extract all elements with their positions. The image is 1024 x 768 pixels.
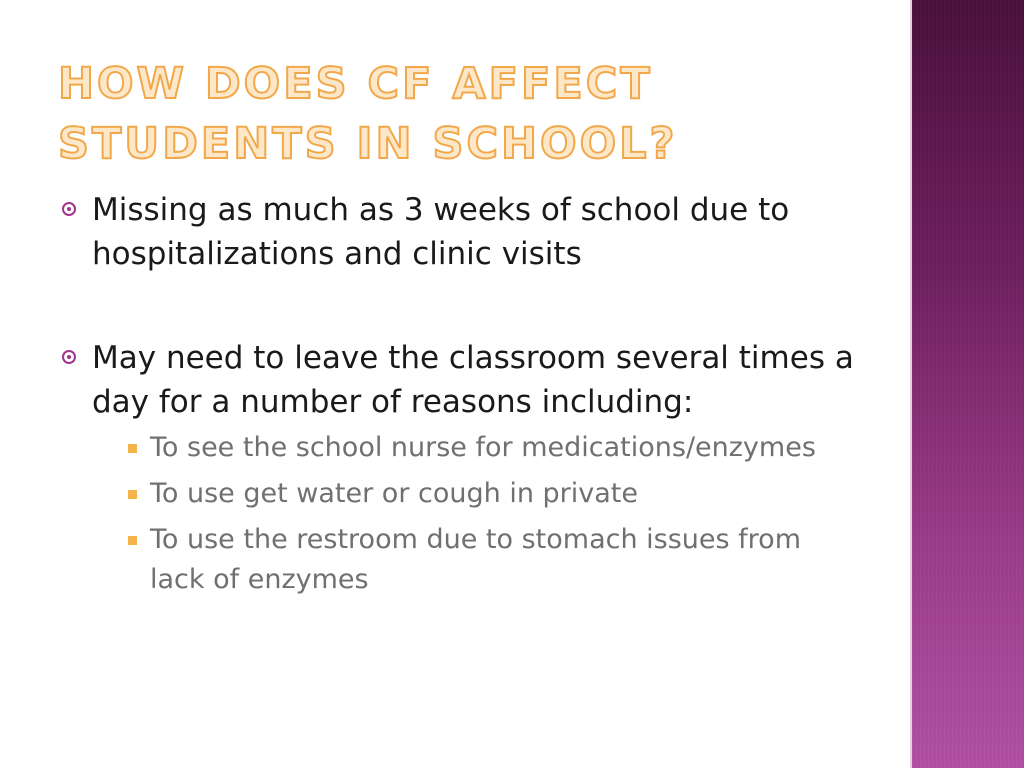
sub-bullet-item xyxy=(122,428,862,468)
bullet-text: May need to leave the classroom several times a day for a number of reasons including: xyxy=(92,340,854,420)
square-bullet-icon xyxy=(128,490,137,499)
square-bullet-icon xyxy=(128,444,137,453)
square-bullet-icon xyxy=(128,536,137,545)
decorative-side-bar xyxy=(912,0,1024,768)
sub-bullet-text: To see the school nurse for medications/enzymes xyxy=(150,432,816,463)
sub-bullet-text: To use the restroom due to stomach issues from lack of enzymes xyxy=(150,524,802,595)
circle-dot-bullet-icon xyxy=(62,350,76,364)
circle-dot-bullet-icon xyxy=(62,202,76,216)
bullet-item xyxy=(62,188,862,276)
sub-bullet-item xyxy=(122,520,862,600)
sub-bullet-text: To use get water or cough in private xyxy=(150,478,638,509)
sub-bullet-list xyxy=(92,428,862,600)
sub-bullet-item xyxy=(122,474,862,514)
bullet-text: Missing as much as 3 weeks of school due to hospitalizations and clinic visits xyxy=(92,192,790,272)
bullet-item xyxy=(62,336,862,600)
slide-content xyxy=(62,188,862,606)
slide-title: HOW DOES CF AFFECT STUDENTS IN SCHOOL? xyxy=(58,59,678,169)
